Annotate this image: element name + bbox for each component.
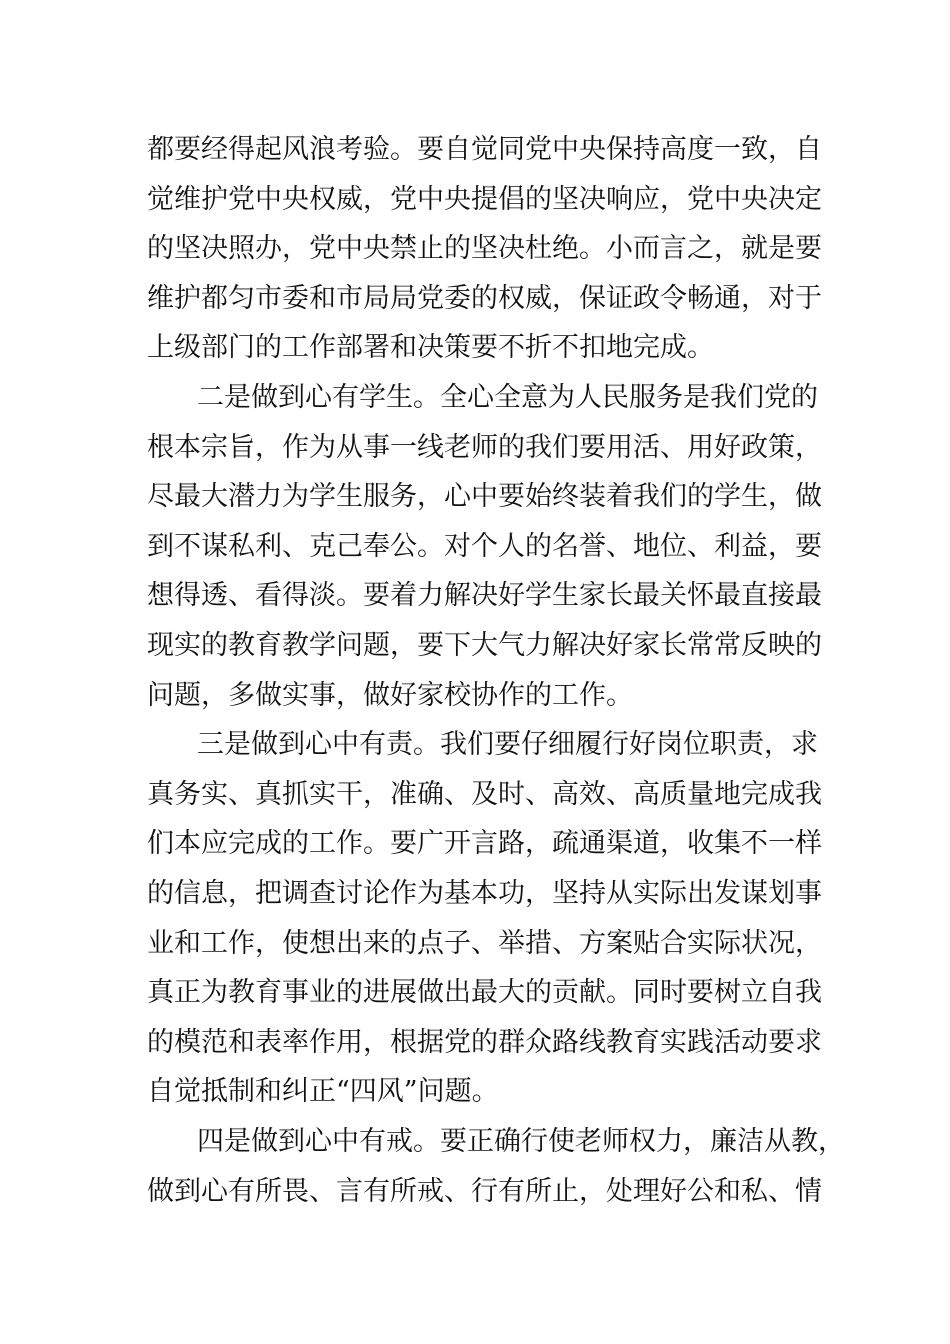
text-line: 们本应完成的工作。要广开言路，疏通渠道，收集不一样 xyxy=(147,828,822,859)
text-line: 上级部门的工作部署和决策要不折不扣地完成。 xyxy=(147,332,714,363)
text-line: 觉维护党中央权威，党中央提倡的坚决响应，党中央决定 xyxy=(147,184,822,215)
text-line: 做到心有所畏、言有所戒、行有所止，处理好公和私、情 xyxy=(147,1176,822,1207)
text-line: 的坚决照办，党中央禁止的坚决杜绝。小而言之，就是要 xyxy=(147,233,822,264)
paragraph-start-line: 二是做到心有学生。全心全意为人民服务是我们党的 xyxy=(197,382,818,413)
text-line: 根本宗旨，作为从事一线老师的我们要用活、用好政策， xyxy=(147,432,822,463)
text-line: 到不谋私利、克己奉公。对个人的名誉、地位、利益，要 xyxy=(147,531,822,562)
text-line: 想得透、看得淡。要着力解决好学生家长最关怀最直接最 xyxy=(147,580,822,611)
text-line: 维护都匀市委和市局局党委的权威，保证政令畅通，对于 xyxy=(147,283,822,314)
text-line: 业和工作，使想出来的点子、举措、方案贴合实际状况， xyxy=(147,928,822,959)
paragraph-start-line: 四是做到心中有戒。要正确行使老师权力，廉洁从教， xyxy=(197,1126,845,1157)
text-line: 都要经得起风浪考验。要自觉同党中央保持高度一致，自 xyxy=(147,134,822,165)
text-line: 问题，多做实事，做好家校协作的工作。 xyxy=(147,680,633,711)
text-line: 的模范和表率作用，根据党的群众路线教育实践活动要求 xyxy=(147,1027,822,1058)
text-line: 的信息，把调查讨论作为基本功，坚持从实际出发谋划事 xyxy=(147,878,822,909)
text-line: 现实的教育教学问题，要下大气力解决好家长常常反映的 xyxy=(147,630,822,661)
text-line: 自觉抵制和纠正“四风”问题。 xyxy=(147,1076,499,1107)
text-line: 真务实、真抓实干，准确、及时、高效、高质量地完成我 xyxy=(147,779,822,810)
text-line: 真正为教育事业的进展做出最大的贡献。同时要树立自我 xyxy=(147,977,822,1008)
paragraph-start-line: 三是做到心中有责。我们要仔细履行好岗位职责，求 xyxy=(197,729,818,760)
text-line: 尽最大潜力为学生服务，心中要始终装着我们的学生，做 xyxy=(147,481,822,512)
